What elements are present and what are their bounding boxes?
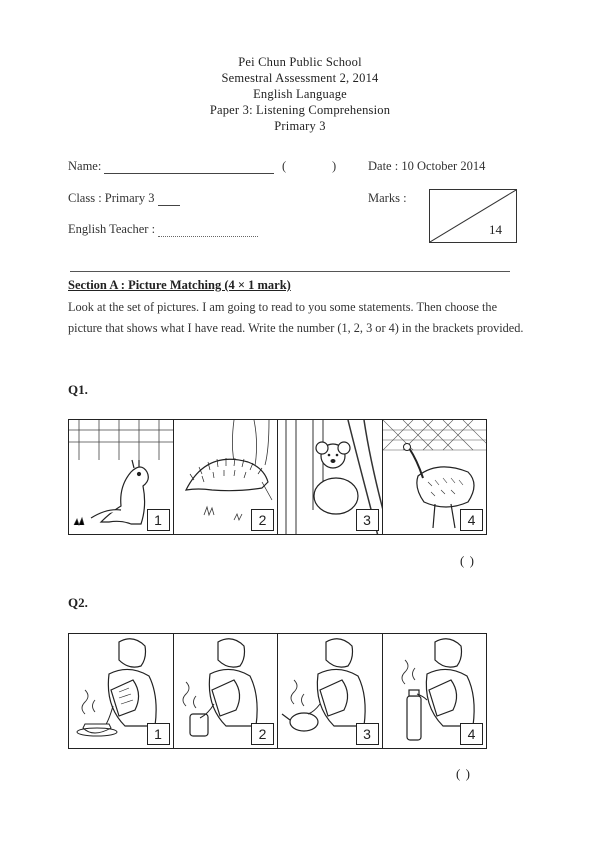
paper-title: Paper 3: Listening Comprehension: [209, 103, 391, 117]
q1-panel-1[interactable]: [69, 420, 174, 534]
marks-total: 14: [489, 222, 502, 237]
question-1-label: Q1.: [68, 382, 88, 397]
q1-panel-3[interactable]: [278, 420, 383, 534]
q2-panel-2[interactable]: [174, 634, 279, 748]
teacher-label: English Teacher :: [68, 222, 156, 236]
name-blank[interactable]: [104, 161, 274, 174]
q2-panel-2-number: 2: [251, 723, 274, 745]
name-label: Name:: [68, 159, 102, 173]
q1-panel-4[interactable]: [383, 420, 487, 534]
q2-panel-3[interactable]: [278, 634, 383, 748]
document-header: [0, 54, 600, 134]
school-name: Pei Chun Public School: [238, 55, 362, 69]
assessment-title: Semestral Assessment 2, 2014: [221, 71, 379, 85]
name-field: [68, 159, 274, 174]
q2-panel-4-number: 4: [460, 723, 483, 745]
date-label: Date : 10 October 2014: [368, 159, 486, 173]
q1-panel-4-number: 4: [460, 509, 483, 531]
q2-panel-1-number: 1: [147, 723, 170, 745]
index-close-paren: ): [332, 159, 337, 173]
q2-panel-4[interactable]: [383, 634, 487, 748]
q1-panel-1-number: 1: [147, 509, 170, 531]
question-2-label: Q2.: [68, 595, 88, 610]
q2-panel-3-number: 3: [356, 723, 379, 745]
q1-panel-3-number: 3: [356, 509, 379, 531]
marks-box: [429, 189, 517, 243]
subject-title: English Language: [253, 87, 347, 101]
index-open-paren: (: [282, 159, 287, 173]
class-field: [68, 191, 180, 206]
q1-panel-2[interactable]: [174, 420, 279, 534]
question-2-answer-brackets[interactable]: ( ): [456, 766, 471, 781]
marks-diagonal: [430, 190, 516, 242]
section-instructions: Look at the set of pictures. I am going to read to you some statements. Then choose the picture that shows what I have read. Write the number (1, 2, 3 or 4) in the brackets provided.: [68, 300, 524, 335]
section-title: Section A : Picture Matching (4 × 1 mark): [68, 278, 291, 292]
level-title: Primary 3: [274, 119, 326, 133]
q2-panel-1[interactable]: [69, 634, 174, 748]
q1-panel-2-number: 2: [251, 509, 274, 531]
marks-label: Marks :: [368, 191, 407, 205]
section-divider: [70, 271, 510, 272]
question-1-answer-brackets[interactable]: ( ): [460, 553, 475, 568]
teacher-blank[interactable]: [158, 224, 258, 237]
question-1-picture-strip: [68, 419, 487, 535]
teacher-field: [68, 222, 258, 237]
class-blank[interactable]: [158, 193, 180, 206]
question-2-picture-strip: [68, 633, 487, 749]
class-label: Class : Primary 3: [68, 191, 155, 205]
